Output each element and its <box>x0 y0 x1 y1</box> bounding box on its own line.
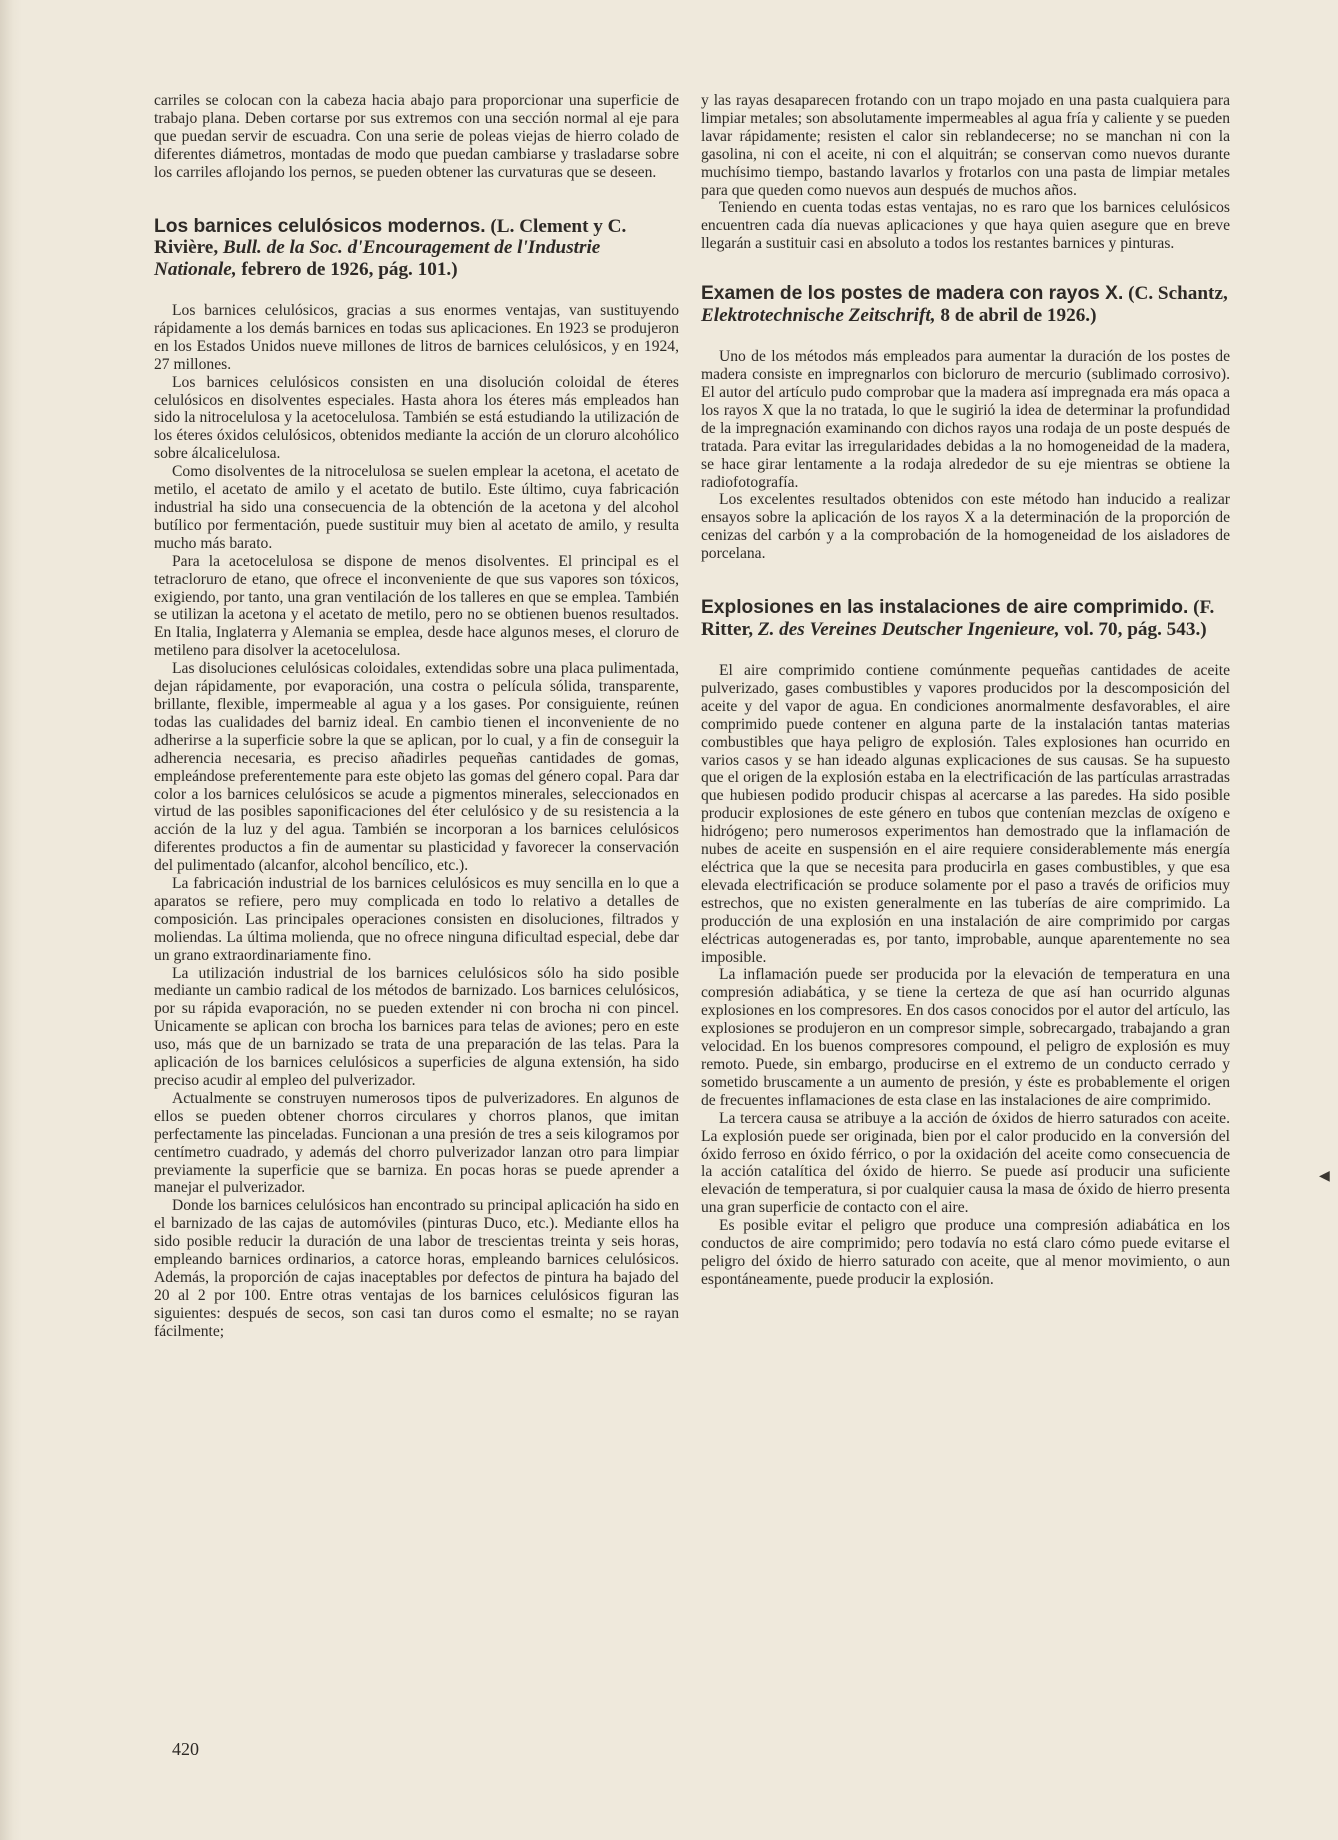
article-date: vol. 70, pág. 543.) <box>1064 618 1207 640</box>
paragraph: Los excelentes resultados obtenidos con este método han inducido a realizar ensayos sobre la aplicación de los rayos X a la determinación de la proporción de cenizas del carbón y a la comprobación de la homogeneidad de los aisladores de porcelana. <box>701 491 1230 563</box>
paragraph: Teniendo en cuenta todas estas ventajas, no es raro que los barnices celulósicos encuentren cada día nuevas aplicaciones y que haya quien asegure que en breve llegarán a sustituir casi en absoluto a todos los restantes barnices y pinturas. <box>701 199 1230 253</box>
paragraph: Uno de los métodos más empleados para aumentar la duración de los postes de madera consiste en impregnarlos con bicloruro de mercurio (sublimado corrosivo). El autor del artículo pudo comprobar que la madera así impregnada era más opaca a los rayos X que la no tratada, lo que le sugirió la idea de determinar la profundidad de la impregnación examinando con dichos rayos una rodaja de un poste después de tratada. Para evitar las irregularidades debidas a la no homogeneidad de la madera, se hace girar lentamente a la rodaja alrededor de su eje mientras se obtiene la radiofotografía. <box>701 348 1230 491</box>
article-source: (L. Clement y C. Rivière, <box>154 215 627 259</box>
article-journal: Z. des Vereines Deutscher Ingenieure, <box>757 618 1060 640</box>
paragraph: La utilización industrial de los barnices celulósicos sólo ha sido posible mediante un cambio radical de los métodos de barnizado. Los barnices celulósicos, por su rápida evaporación, no se pueden extender ni con brocha ni con pincel. Unicamente se aplican con brocha los barnices para telas de aviones; pero en este uso, más que de un barnizado se trata de una preparación de las telas. Para la aplicación de los barnices celulósicos a superficies de alguna extensión, ha sido preciso acudir al empleo del pulverizador. <box>154 964 679 1089</box>
article-heading-rayos-x <box>701 283 1230 326</box>
article-title: Los barnices celulósicos modernos. <box>154 215 486 237</box>
paragraph: Actualmente se construyen numerosos tipos de pulverizadores. En algunos de ellos se pueden obtener chorros circulares y chorros planos, que imitan perfectamente las pinceladas. Funcionan a una presión de tres a seis kilogramos por centímetro cuadrado, y además del chorro pulverizador lanzan otro para limpiar previamente la superficie que se barniza. En pocas horas se puede aprender a manejar el pulverizador. <box>154 1089 679 1197</box>
paragraph: La tercera causa se atribuye a la acción de óxidos de hierro saturados con aceite. La explosión puede ser originada, bien por el calor producido en la conversión del óxido ferroso en óxido férrico, o por la oxidación del aceite como consecuencia de la acción catalítica del óxido de hierro. Se puede así producir una suficiente elevación de temperatura, si por cualquier causa la masa de óxido de hierro presenta una gran superficie de contacto con el aire. <box>701 1109 1230 1217</box>
article-title: Examen de los postes de madera con rayos X. <box>701 283 1124 305</box>
page-number: 420 <box>172 1739 199 1759</box>
paragraph: La fabricación industrial de los barnices celulósicos es muy sencilla en lo que a aparatos se refiere, pero muy complicada en todo lo relativo a detalles de composición. Las principales operaciones consisten en disoluciones, filtrados y moliendas. La última molienda, que no ofrece ninguna dificultad especial, debe dar un grano extraordinariamente fino. <box>154 875 679 964</box>
article-heading-barnices <box>154 216 679 281</box>
paragraph: Los barnices celulósicos, gracias a sus enormes ventajas, van sustituyendo rápidamente a los demás barnices en todas sus aplicaciones. En 1923 se produjeron en los Estados Unidos nueve millones de litros de barnices celulósicos, y en 1924, 27 millones. <box>154 302 679 373</box>
article-journal: Elektrotechnische Zeitschrift, <box>701 304 936 326</box>
right-column <box>701 92 1230 1289</box>
paragraph: Los barnices celulósicos consisten en una disolución coloidal de éteres celulósicos en disolventes especiales. Hasta ahora los éteres más empleados han sido la nitrocelulosa y la acetocelulosa. También se está estudiando la utilización de los éteres óxidos celulósicos, obtenidos mediante la acción de un cloruro alcohólico sobre álcalicelulosa. <box>154 373 679 463</box>
article-journal: Bull. de la Soc. d'Encouragement de l'Industrie Nationale, <box>154 237 601 280</box>
paragraph: Es posible evitar el peligro que produce una compresión adiabática en los conductos de aire comprimido; pero todavía no está claro cómo puede evitarse el peligro del óxido de hierro saturado con aceite, que al menor movimiento, o aun espontáneamente, puede producir la explosión. <box>701 1217 1230 1288</box>
article-title: Explosiones en las instalaciones de aire comprimido. <box>701 597 1189 619</box>
paragraph: Las disoluciones celulósicas coloidales, extendidas sobre una placa pulimentada, dejan rápidamente, por evaporación, una costra o película sólida, transparente, brillante, flexible, impermeable al agua y a los gases. Por consiguiente, reúnen todas las cualidades del barniz ideal. En cambio tienen el inconveniente de no adherirse a la superficie sobre la que se aplican, por lo cual, y a fin de conseguir la adherencia necesaria, es preciso añadirles pequeñas cantidades de gomas, empleándose preferentemente para este objeto las gomas del género copal. Para dar color a los barnices celulósicos se acude a pigmentos minerales, seleccionados en virtud de las posibles saponificaciones del éter celulósico y de su resistencia a la acción de la luz y del agua. También se incorporan a los barnices celulósicos diferentes productos a fin de aumentar su plasticidad y favorecer la conservación del pulimentado (alcanfor, alcohol bencílico, etc.). <box>154 660 679 875</box>
article-date: febrero de 1926, pág. 101.) <box>241 258 458 280</box>
paragraph: Como disolventes de la nitrocelulosa se suelen emplear la acetona, el acetato de metilo, el acetato de amilo y el acetato de butilo. Este último, cuya fabricación industrial ha sido una consecuencia de la obtención de la acetona y del alcohol butílico por fermentación, puede sustituir muy bien al acetato de amilo, y resulta mucho más barato. <box>154 463 679 552</box>
intro-paragraph: carriles se colocan con la cabeza hacia abajo para proporcionar una superficie de trabajo plana. Deben cortarse por sus extremos con una sección normal al eje para que puedan servir de escuadra. Con una serie de poleas viejas de hierro colado de diferentes diámetros, montadas de modo que puedan cambiarse y trasladarse sobre los carriles aflojando los pernos, se pueden obtener las curvaturas que se deseen. <box>154 92 679 181</box>
paragraph: La inflamación puede ser producida por la elevación de temperatura en una compresión adiabática, y se tiene la certeza de que así han ocurrido algunas explosiones en los compresores. En dos casos conocidos por el autor del artículo, las explosiones se produjeron en un compresor simple, sobrecargado, trabajando a gran velocidad. En los buenos compresores compound, el peligro de explosión es muy remoto. Puede, sin embargo, producirse en el extremo de un conducto cerrado y sometido bruscamente a un aumento de presión, y éste es probablemente el origen de frecuentes inflamaciones de esta clase en las instalaciones de aire comprimido. <box>701 966 1230 1109</box>
paragraph: y las rayas desaparecen frotando con un trapo mojado en una pasta cualquiera para limpiar metales; son absolutamente impermeables al agua fría y caliente y se pueden lavar rápidamente; resisten el calor sin reblandecerse; no se manchan ni con la gasolina, ni con el aceite, ni con el alquitrán; se conservan como nuevos durante muchísimo tiempo, bastando lavarlos y frotarlos con una pasta de limpiar metales para que queden como nuevos aun después de muchos años. <box>701 92 1230 199</box>
paragraph: El aire comprimido contiene comúnmente pequeñas cantidades de aceite pulverizado, gases combustibles y vapores producidos por la descomposición del aceite y del vapor de agua. En condiciones anormalmente desfavorables, el aire comprimido puede contener en alguna parte de la instalación tantas materias combustibles que haya peligro de explosión. Tales explosiones han ocurrido en varios casos y se han ideado algunas explicaciones de sus causas. Se ha supuesto que el origen de la explosión estaba en la electrificación de las partículas arrastradas que hubiesen podido producir chispas al acercarse a las paredes. Ha sido posible producir explosiones de este género en tubos que contenían mezclas de oxígeno e hidrógeno; pero numerosos experimentos han demostrado que la inflamación de nubes de aceite en suspensión en el aire requiere considerablemente más energía eléctrica que la que se necesita para producirla en gases combustibles, y que esa elevada electrificación se produce solamente por el paso a través de orificios muy estrechos, que no existen generalmente en las tuberías de aire comprimido. La producción de una explosión en una instalación de aire comprimido por cargas eléctricas autogeneradas es, por tanto, improbable, aunque aparentemente no sea imposible. <box>701 662 1230 966</box>
left-column <box>154 92 679 1341</box>
paragraph: Para la acetocelulosa se dispone de menos disolventes. El principal es el tetracloruro de etano, que ofrece el inconveniente de que sus vapores son tóxicos, exigiendo, por tanto, una gran ventilación de los talleres en que se emplea. También se utilizan la acetona y el acetato de metilo, pero no se obtienen buenos resultados. En Italia, Inglaterra y Alemania se emplea, desde hace algunos meses, el cloruro de metileno para disolver la acetocelulosa. <box>154 552 679 660</box>
article-source: (C. Schantz, <box>1128 283 1228 305</box>
page-binding-edge <box>0 0 22 1840</box>
paragraph: Donde los barnices celulósicos han encontrado su principal aplicación ha sido en el barnizado de las cajas de automóviles (pinturas Duco, etc.). Mediante ellos ha sido posible reducir la duración de una labor de trescientas treinta y seis horas, empleando barnices ordinarios, a catorce horas, empleando barnices celulósicos. Además, la proporción de cajas inaceptables por defectos de pintura ha bajado del 20 al 2 por 100. Entre otras ventajas de los barnices celulósicos figuran las siguientes: después de secos, son casi tan duros como el esmalte; no se rayan fácilmente; <box>154 1197 679 1340</box>
article-heading-explosiones <box>701 597 1230 640</box>
margin-arrow-icon: ◀ <box>1319 1169 1330 1184</box>
article-date: 8 de abril de 1926.) <box>940 304 1097 326</box>
article-source: (F. Ritter, <box>701 597 1215 640</box>
